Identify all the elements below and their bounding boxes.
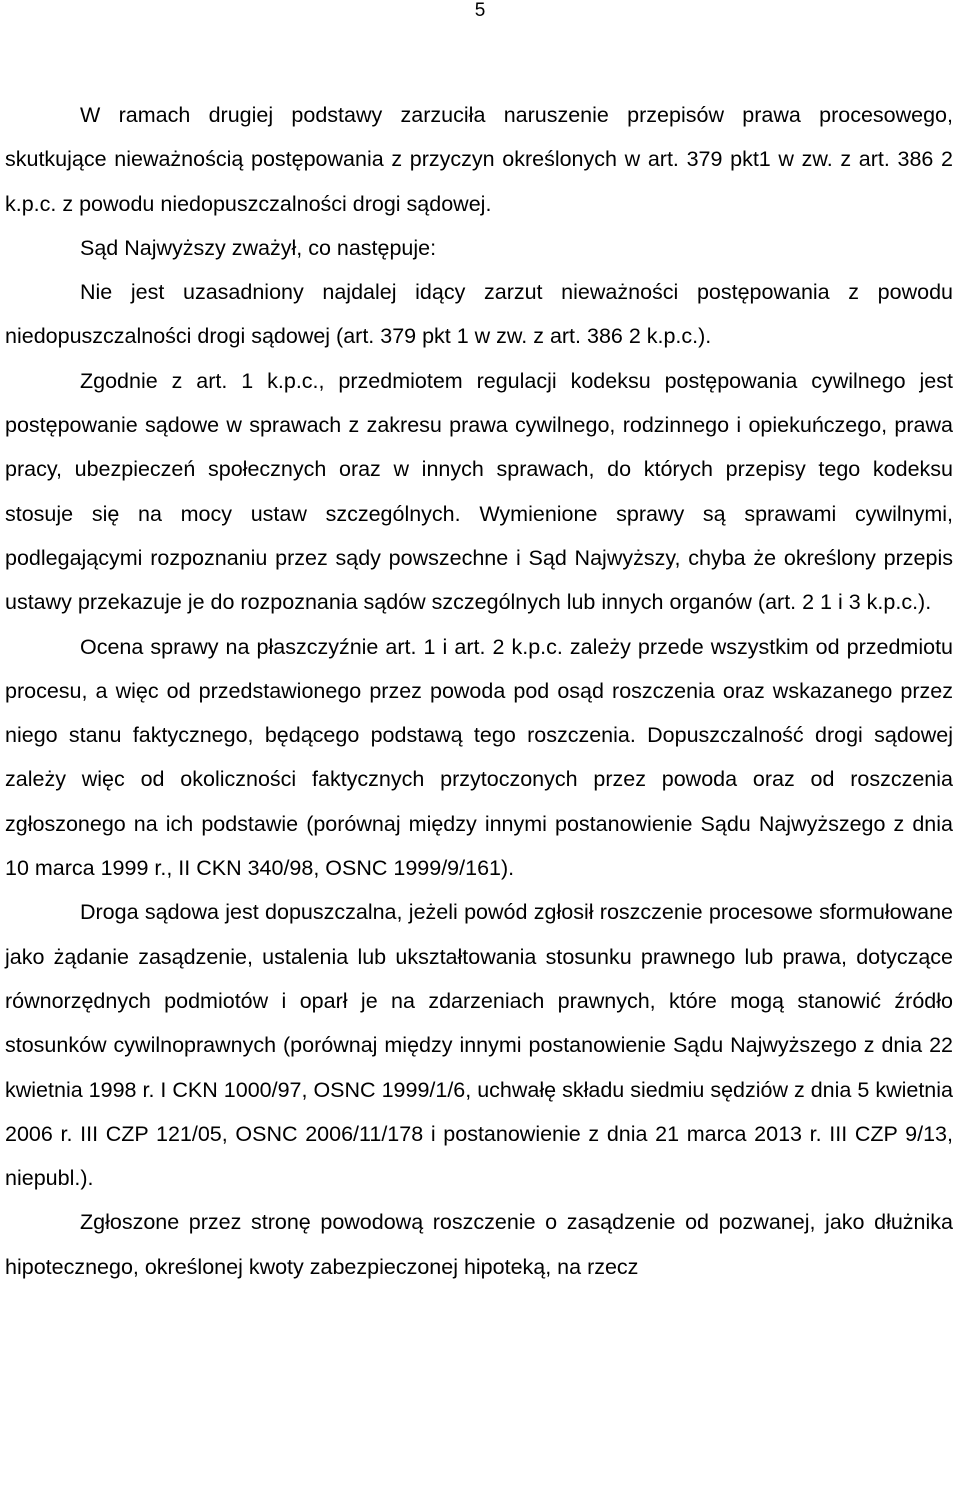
paragraph: Zgodnie z art. 1 k.p.c., przedmiotem regulacji kodeksu postępowania cywilnego jest postępowanie sądowe w sprawach z zakresu prawa cywilnego, rodzinnego i opiekuńczego, prawa pracy, ubezpieczeń społecznych oraz w innych sprawach, do których przepisy tego kodeksu stosuje się na mocy ustaw szczególnych. Wymienione sprawy są sprawami cywilnymi, podlegającymi rozpoznaniu przez sądy powszechne i Sąd Najwyższy, chyba że określony przepis ustawy przekazuje je do rozpoznania sądów szczególnych lub innych organów (art. 2 1 i 3 k.p.c.). [5,368,953,615]
paragraph: Nie jest uzasadniony najdalej idący zarzut nieważności postępowania z powodu niedopuszczalności drogi sądowej (art. 379 pkt 1 w zw. z art. 386 2 k.p.c.). [5,280,953,349]
paragraph: Ocena sprawy na płaszczyźnie art. 1 i art. 2 k.p.c. zależy przede wszystkim od przedmiotu procesu, a więc od przedstawionego przez powoda pod osąd roszczenia oraz wskazanego przez niego stanu faktycznego, będącego podstawą tego roszczenia. Dopuszczalność drogi sądowej zależy więc od okoliczności faktycznych przytoczonych przez powoda oraz od roszczenia zgłoszonego na ich podstawie (porównaj między innymi postanowienie Sądu Najwyższego z dnia 10 marca 1999 r., II CKN 340/98, OSNC 1999/9/161). [5,634,953,881]
page-number: 5 [474,0,486,21]
paragraph: Sąd Najwyższy zważył, co następuje: [80,235,437,260]
paragraph: Droga sądowa jest dopuszczalna, jeżeli powód zgłosił roszczenie procesowe sformułowane jako żądanie zasądzenie, ustalenia lub ukształtowania stosunku prawnego lub prawa, dotyczące równorzędnych podmiotów i oparł je na zdarzeniach prawnych, które mogą stanowić źródło stosunków cywilnoprawnych (porównaj między innymi postanowienie Sądu Najwyższego z dnia 22 kwietnia 1998 r. I CKN 1000/97, OSNC 1999/1/6, uchwałę składu siedmiu sędziów z dnia 5 kwietnia 2006 r. III CZP 121/05, OSNC 2006/11/178 i postanowienie z dnia 21 marca 2013 r. III CZP 9/13, niepubl.). [5,900,953,1191]
paragraph: Zgłoszone przez stronę powodową roszczenie o zasądzenie od pozwanej, jako dłużnika hipotecznego, określonej kwoty zabezpieczonej hipoteką, na rzecz [5,1210,953,1279]
paragraph: W ramach drugiej podstawy zarzuciła naruszenie przepisów prawa procesowego, skutkujące nieważnością postępowania z przyczyn określonych w art. 379 pkt1 w zw. z art. 386 2 k.p.c. z powodu niedopuszczalności drogi sądowej. [5,103,953,216]
document-body [5,93,953,1289]
